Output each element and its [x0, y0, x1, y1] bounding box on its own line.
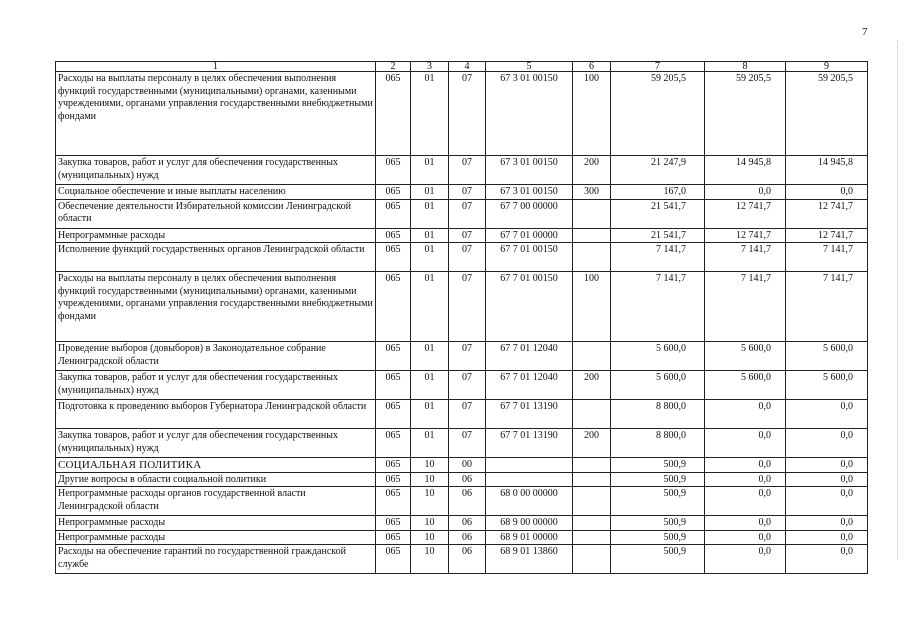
- row-cell-col-3: 01: [411, 228, 449, 243]
- row-cell-col-9: 7 141,7: [786, 272, 868, 342]
- row-cell-col-9: 7 141,7: [786, 243, 868, 272]
- row-cell-col-2: 065: [376, 472, 411, 487]
- row-cell-col-8: 0,0: [705, 472, 786, 487]
- row-cell-col-9: 0,0: [786, 458, 868, 473]
- row-cell-col-6: [573, 228, 611, 243]
- row-cell-col-9: 5 600,0: [786, 371, 868, 400]
- row-cell-col-5: [486, 458, 573, 473]
- row-cell-col-4: 07: [449, 371, 486, 400]
- row-cell-col-3: 01: [411, 342, 449, 371]
- row-cell-col-3: 10: [411, 530, 449, 545]
- row-cell-col-8: 59 205,5: [705, 72, 786, 156]
- row-cell-col-6: [573, 342, 611, 371]
- row-cell-col-6: [573, 472, 611, 487]
- row-cell-col-9: 0,0: [786, 516, 868, 531]
- header-col-8: 8: [705, 62, 786, 72]
- row-cell-col-5: 67 3 01 00150: [486, 72, 573, 156]
- row-name-cell: СОЦИАЛЬНАЯ ПОЛИТИКА: [56, 458, 376, 473]
- row-cell-col-6: [573, 545, 611, 574]
- row-cell-col-9: 0,0: [786, 472, 868, 487]
- row-cell-col-7: 21 541,7: [611, 199, 705, 228]
- row-name-cell: Непрограммные расходы: [56, 516, 376, 531]
- row-cell-col-4: 07: [449, 228, 486, 243]
- row-cell-col-7: 500,9: [611, 458, 705, 473]
- table-row: [56, 199, 868, 228]
- row-cell-col-4: 00: [449, 458, 486, 473]
- row-name-cell: Подготовка к проведению выборов Губернатора Ленинградской области: [56, 400, 376, 429]
- row-cell-col-4: 06: [449, 487, 486, 516]
- row-cell-col-5: 68 9 01 13860: [486, 545, 573, 574]
- row-cell-col-9: 0,0: [786, 487, 868, 516]
- row-cell-col-2: 065: [376, 487, 411, 516]
- row-cell-col-2: 065: [376, 458, 411, 473]
- table-row: [56, 228, 868, 243]
- header-col-9: 9: [786, 62, 868, 72]
- row-cell-col-4: 07: [449, 429, 486, 458]
- row-cell-col-9: 0,0: [786, 185, 868, 200]
- row-cell-col-4: 07: [449, 156, 486, 185]
- table-row: [56, 472, 868, 487]
- row-cell-col-2: 065: [376, 272, 411, 342]
- row-name-cell: Расходы на выплаты персоналу в целях обеспечения выполнения функций государственными (муниципальными) органами, казенными учреждениями, органами управления государственными внебюджетными фондами: [56, 72, 376, 156]
- row-cell-col-7: 8 800,0: [611, 429, 705, 458]
- row-cell-col-7: 500,9: [611, 472, 705, 487]
- row-cell-col-3: 10: [411, 458, 449, 473]
- row-cell-col-3: 01: [411, 272, 449, 342]
- row-cell-col-3: 01: [411, 243, 449, 272]
- row-cell-col-5: [486, 472, 573, 487]
- row-cell-col-6: [573, 516, 611, 531]
- table-row: [56, 487, 868, 516]
- row-cell-col-4: 06: [449, 545, 486, 574]
- row-cell-col-3: 10: [411, 472, 449, 487]
- row-cell-col-6: [573, 487, 611, 516]
- row-cell-col-9: 0,0: [786, 400, 868, 429]
- table-row: [56, 72, 868, 156]
- row-cell-col-7: 7 141,7: [611, 272, 705, 342]
- row-cell-col-6: 200: [573, 429, 611, 458]
- header-col-7: 7: [611, 62, 705, 72]
- row-cell-col-9: 0,0: [786, 429, 868, 458]
- row-name-cell: Проведение выборов (довыборов) в Законодательное собрание Ленинградской области: [56, 342, 376, 371]
- row-cell-col-5: 67 7 01 00000: [486, 228, 573, 243]
- row-name-cell: Расходы на выплаты персоналу в целях обеспечения выполнения функций государственными (муниципальными) органами, казенными учреждениями, органами управления государственными внебюджетными фондами: [56, 272, 376, 342]
- row-name-cell: Другие вопросы в области социальной политики: [56, 472, 376, 487]
- row-cell-col-2: 065: [376, 228, 411, 243]
- row-cell-col-7: 500,9: [611, 516, 705, 531]
- row-cell-col-2: 065: [376, 185, 411, 200]
- table-row: [56, 545, 868, 574]
- table-row: [56, 371, 868, 400]
- row-cell-col-8: 0,0: [705, 458, 786, 473]
- table-row: [56, 516, 868, 531]
- row-cell-col-2: 065: [376, 429, 411, 458]
- page-number: 7: [862, 26, 868, 38]
- row-cell-col-9: 0,0: [786, 545, 868, 574]
- row-cell-col-8: 7 141,7: [705, 272, 786, 342]
- row-cell-col-3: 10: [411, 545, 449, 574]
- row-cell-col-8: 5 600,0: [705, 342, 786, 371]
- row-cell-col-2: 065: [376, 371, 411, 400]
- row-cell-col-7: 500,9: [611, 530, 705, 545]
- row-cell-col-5: 67 7 01 12040: [486, 342, 573, 371]
- row-cell-col-7: 500,9: [611, 487, 705, 516]
- row-cell-col-6: [573, 199, 611, 228]
- row-cell-col-4: 06: [449, 530, 486, 545]
- row-cell-col-6: 100: [573, 72, 611, 156]
- row-cell-col-5: 67 3 01 00150: [486, 185, 573, 200]
- row-cell-col-5: 67 7 01 13190: [486, 400, 573, 429]
- row-cell-col-4: 06: [449, 472, 486, 487]
- budget-table: [55, 61, 868, 574]
- row-cell-col-9: 12 741,7: [786, 228, 868, 243]
- row-cell-col-4: 07: [449, 185, 486, 200]
- row-cell-col-6: [573, 530, 611, 545]
- row-cell-col-3: 01: [411, 400, 449, 429]
- row-cell-col-8: 0,0: [705, 516, 786, 531]
- row-name-cell: Непрограммные расходы органов государственной власти Ленинградской области: [56, 487, 376, 516]
- row-name-cell: Социальное обеспечение и иные выплаты населению: [56, 185, 376, 200]
- row-cell-col-3: 01: [411, 156, 449, 185]
- budget-table-body: [56, 62, 868, 574]
- row-cell-col-2: 065: [376, 342, 411, 371]
- row-cell-col-7: 167,0: [611, 185, 705, 200]
- row-cell-col-8: 5 600,0: [705, 371, 786, 400]
- header-col-4: 4: [449, 62, 486, 72]
- row-cell-col-5: 67 7 01 00150: [486, 272, 573, 342]
- table-row: [56, 429, 868, 458]
- row-cell-col-2: 065: [376, 156, 411, 185]
- row-cell-col-7: 21 541,7: [611, 228, 705, 243]
- row-cell-col-9: 12 741,7: [786, 199, 868, 228]
- row-cell-col-6: 200: [573, 156, 611, 185]
- row-cell-col-3: 10: [411, 487, 449, 516]
- row-cell-col-4: 07: [449, 272, 486, 342]
- row-cell-col-2: 065: [376, 400, 411, 429]
- row-cell-col-2: 065: [376, 530, 411, 545]
- row-name-cell: Непрограммные расходы: [56, 228, 376, 243]
- row-cell-col-9: 5 600,0: [786, 342, 868, 371]
- row-name-cell: Обеспечение деятельности Избирательной комиссии Ленинградской области: [56, 199, 376, 228]
- row-cell-col-8: 14 945,8: [705, 156, 786, 185]
- row-cell-col-4: 07: [449, 199, 486, 228]
- row-cell-col-2: 065: [376, 72, 411, 156]
- header-col-1: 1: [56, 62, 376, 72]
- row-cell-col-7: 59 205,5: [611, 72, 705, 156]
- row-cell-col-8: 0,0: [705, 429, 786, 458]
- row-cell-col-4: 07: [449, 342, 486, 371]
- row-cell-col-6: [573, 400, 611, 429]
- row-cell-col-7: 500,9: [611, 545, 705, 574]
- row-cell-col-7: 5 600,0: [611, 342, 705, 371]
- scan-edge-marks: [897, 40, 901, 560]
- table-row: [56, 156, 868, 185]
- row-cell-col-4: 07: [449, 243, 486, 272]
- row-cell-col-7: 21 247,9: [611, 156, 705, 185]
- row-name-cell: Закупка товаров, работ и услуг для обеспечения государственных (муниципальных) нужд: [56, 371, 376, 400]
- row-cell-col-2: 065: [376, 199, 411, 228]
- row-cell-col-7: 5 600,0: [611, 371, 705, 400]
- row-cell-col-9: 59 205,5: [786, 72, 868, 156]
- row-cell-col-2: 065: [376, 545, 411, 574]
- row-cell-col-8: 0,0: [705, 530, 786, 545]
- header-col-6: 6: [573, 62, 611, 72]
- row-cell-col-4: 07: [449, 72, 486, 156]
- row-cell-col-5: 67 7 01 13190: [486, 429, 573, 458]
- row-cell-col-5: 68 0 00 00000: [486, 487, 573, 516]
- row-cell-col-8: 0,0: [705, 545, 786, 574]
- row-cell-col-2: 065: [376, 516, 411, 531]
- row-cell-col-3: 01: [411, 429, 449, 458]
- row-cell-col-8: 12 741,7: [705, 199, 786, 228]
- table-row: [56, 342, 868, 371]
- row-cell-col-3: 01: [411, 72, 449, 156]
- row-cell-col-3: 01: [411, 371, 449, 400]
- header-col-3: 3: [411, 62, 449, 72]
- row-cell-col-3: 01: [411, 185, 449, 200]
- row-cell-col-3: 10: [411, 516, 449, 531]
- column-number-row: [56, 62, 868, 72]
- row-cell-col-5: 67 7 01 12040: [486, 371, 573, 400]
- table-row: [56, 400, 868, 429]
- row-cell-col-8: 0,0: [705, 185, 786, 200]
- table-row: [56, 243, 868, 272]
- row-cell-col-5: 68 9 00 00000: [486, 516, 573, 531]
- row-cell-col-5: 67 7 01 00150: [486, 243, 573, 272]
- row-cell-col-7: 8 800,0: [611, 400, 705, 429]
- row-cell-col-8: 0,0: [705, 487, 786, 516]
- row-cell-col-5: 68 9 01 00000: [486, 530, 573, 545]
- row-cell-col-7: 7 141,7: [611, 243, 705, 272]
- row-cell-col-6: 300: [573, 185, 611, 200]
- header-col-2: 2: [376, 62, 411, 72]
- row-name-cell: Непрограммные расходы: [56, 530, 376, 545]
- table-row: [56, 458, 868, 473]
- row-cell-col-2: 065: [376, 243, 411, 272]
- row-cell-col-8: 0,0: [705, 400, 786, 429]
- row-name-cell: Исполнение функций государственных органов Ленинградской области: [56, 243, 376, 272]
- row-cell-col-6: [573, 243, 611, 272]
- row-cell-col-6: 200: [573, 371, 611, 400]
- header-col-5: 5: [486, 62, 573, 72]
- row-cell-col-3: 01: [411, 199, 449, 228]
- row-cell-col-5: 67 3 01 00150: [486, 156, 573, 185]
- row-cell-col-4: 07: [449, 400, 486, 429]
- row-cell-col-4: 06: [449, 516, 486, 531]
- row-cell-col-9: 14 945,8: [786, 156, 868, 185]
- row-name-cell: Закупка товаров, работ и услуг для обеспечения государственных (муниципальных) нужд: [56, 429, 376, 458]
- table-row: [56, 530, 868, 545]
- row-cell-col-5: 67 7 00 00000: [486, 199, 573, 228]
- row-cell-col-9: 0,0: [786, 530, 868, 545]
- row-cell-col-8: 12 741,7: [705, 228, 786, 243]
- row-cell-col-6: [573, 458, 611, 473]
- table-row: [56, 272, 868, 342]
- row-name-cell: Расходы на обеспечение гарантий по государственной гражданской службе: [56, 545, 376, 574]
- row-name-cell: Закупка товаров, работ и услуг для обеспечения государственных (муниципальных) нужд: [56, 156, 376, 185]
- row-cell-col-8: 7 141,7: [705, 243, 786, 272]
- row-cell-col-6: 100: [573, 272, 611, 342]
- table-row: [56, 185, 868, 200]
